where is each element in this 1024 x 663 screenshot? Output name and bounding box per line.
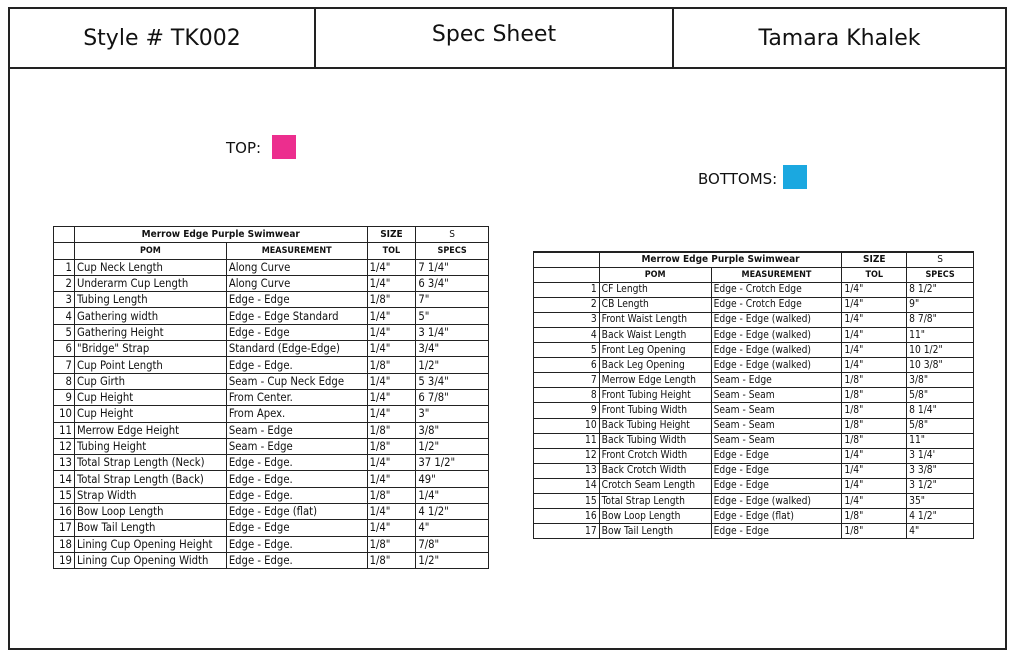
- measurement-cell: From Apex.: [226, 406, 367, 422]
- row-number: 3: [534, 312, 600, 327]
- specs-cell: 7 1/4": [416, 259, 489, 275]
- tol-cell: 1/8": [367, 422, 416, 438]
- table-row: [54, 292, 489, 308]
- row-number: 14: [534, 478, 600, 493]
- specs-cell: 4 1/2": [416, 504, 489, 520]
- row-number: 8: [54, 373, 75, 389]
- row-number: 12: [534, 448, 600, 463]
- measurement-cell: Seam - Seam: [711, 403, 842, 418]
- column-header-measurement: MEASUREMENT: [226, 243, 367, 259]
- pom-cell: Back Leg Opening: [599, 358, 711, 373]
- table-row: [534, 297, 974, 312]
- measurement-cell: Edge - Edge.: [226, 487, 367, 503]
- row-number: 11: [54, 422, 75, 438]
- specs-cell: 6 7/8": [416, 389, 489, 405]
- row-number: 13: [54, 455, 75, 471]
- row-number: 4: [54, 308, 75, 324]
- tol-cell: 1/4": [367, 373, 416, 389]
- row-number: 2: [54, 275, 75, 291]
- specs-cell: 4": [416, 520, 489, 536]
- table-row: [534, 373, 974, 388]
- pom-cell: Cup Point Length: [74, 357, 226, 373]
- measurement-cell: Seam - Edge: [711, 373, 842, 388]
- tol-cell: 1/4": [842, 297, 907, 312]
- tol-cell: 1/4": [367, 389, 416, 405]
- row-number: 14: [54, 471, 75, 487]
- table-row: [54, 406, 489, 422]
- measurement-cell: Edge - Edge: [226, 324, 367, 340]
- row-number: 13: [534, 463, 600, 478]
- table-row: [54, 341, 489, 357]
- pom-cell: Cup Girth: [74, 373, 226, 389]
- pom-cell: Merrow Edge Height: [74, 422, 226, 438]
- table-corner: [534, 252, 600, 267]
- size-label: SIZE: [367, 227, 416, 243]
- specs-cell: 35": [907, 494, 974, 509]
- specs-cell: 11": [907, 433, 974, 448]
- table-row: [54, 324, 489, 340]
- measurement-cell: Edge - Edge.: [226, 471, 367, 487]
- tol-cell: 1/4": [842, 494, 907, 509]
- measurement-cell: Standard (Edge-Edge): [226, 341, 367, 357]
- pom-cell: Gathering Height: [74, 324, 226, 340]
- designer-name: Tamara Khalek: [758, 25, 921, 51]
- column-header-tol: TOL: [367, 243, 416, 259]
- size-value: S: [416, 227, 489, 243]
- top-label: TOP:: [226, 139, 262, 157]
- column-header-specs: SPECS: [907, 267, 974, 282]
- row-number: 9: [534, 403, 600, 418]
- specs-cell: 8 1/4": [907, 403, 974, 418]
- bottoms-spec-table: [533, 251, 974, 539]
- pom-cell: Total Strap Length (Back): [74, 471, 226, 487]
- specs-cell: 1/2": [416, 552, 489, 568]
- tol-cell: 1/8": [367, 357, 416, 373]
- table-row: [54, 308, 489, 324]
- tol-cell: 1/4": [367, 324, 416, 340]
- measurement-cell: Edge - Edge (walked): [711, 343, 842, 358]
- column-header-pom: POM: [74, 243, 226, 259]
- table-row: [54, 455, 489, 471]
- table-row: [54, 552, 489, 568]
- table-row: [54, 520, 489, 536]
- tol-cell: 1/4": [842, 327, 907, 342]
- tol-cell: 1/4": [367, 455, 416, 471]
- measurement-cell: Edge - Edge (walked): [711, 312, 842, 327]
- tol-cell: 1/8": [842, 388, 907, 403]
- row-number: 9: [54, 389, 75, 405]
- tol-cell: 1/4": [367, 259, 416, 275]
- specs-cell: 37 1/2": [416, 455, 489, 471]
- row-number: 5: [54, 324, 75, 340]
- specs-cell: 6 3/4": [416, 275, 489, 291]
- row-number: 17: [54, 520, 75, 536]
- specs-cell: 10 3/8": [907, 358, 974, 373]
- tol-cell: 1/4": [842, 358, 907, 373]
- measurement-cell: From Center.: [226, 389, 367, 405]
- pom-cell: CB Length: [599, 297, 711, 312]
- measurement-cell: Edge - Crotch Edge: [711, 282, 842, 297]
- tol-cell: 1/4": [842, 448, 907, 463]
- table-row: [534, 463, 974, 478]
- table-row: [534, 478, 974, 493]
- table-row: [534, 403, 974, 418]
- specs-cell: 1/4": [416, 487, 489, 503]
- pom-cell: Tubing Height: [74, 438, 226, 454]
- row-number: 16: [534, 509, 600, 524]
- tol-cell: 1/4": [367, 471, 416, 487]
- measurement-cell: Seam - Cup Neck Edge: [226, 373, 367, 389]
- row-number: 1: [534, 282, 600, 297]
- specs-cell: 3/4": [416, 341, 489, 357]
- table-row: [534, 327, 974, 342]
- pom-cell: Back Crotch Width: [599, 463, 711, 478]
- specs-cell: 5 3/4": [416, 373, 489, 389]
- table-row: [534, 433, 974, 448]
- tol-cell: 1/8": [842, 418, 907, 433]
- pom-cell: Total Strap Length (Neck): [74, 455, 226, 471]
- table-row: [54, 438, 489, 454]
- pom-cell: Underarm Cup Length: [74, 275, 226, 291]
- tol-cell: 1/8": [842, 433, 907, 448]
- table-row: [534, 448, 974, 463]
- table-row: [534, 509, 974, 524]
- table-row: [54, 389, 489, 405]
- tol-cell: 1/8": [842, 509, 907, 524]
- row-number: 8: [534, 388, 600, 403]
- table-corner: [54, 243, 75, 259]
- row-number: 7: [534, 373, 600, 388]
- measurement-cell: Along Curve: [226, 259, 367, 275]
- measurement-cell: Along Curve: [226, 275, 367, 291]
- column-header-tol: TOL: [842, 267, 907, 282]
- specs-cell: 3 1/2": [907, 478, 974, 493]
- table-row: [54, 487, 489, 503]
- tol-cell: 1/8": [842, 524, 907, 539]
- measurement-cell: Edge - Edge.: [226, 536, 367, 552]
- table-corner: [54, 227, 75, 243]
- pom-cell: Strap Width: [74, 487, 226, 503]
- table-row: [534, 418, 974, 433]
- pom-cell: Front Tubing Height: [599, 388, 711, 403]
- tol-cell: 1/4": [367, 308, 416, 324]
- specs-cell: 9": [907, 297, 974, 312]
- specs-cell: 5": [416, 308, 489, 324]
- table-title: Merrow Edge Purple Swimwear: [74, 227, 367, 243]
- measurement-cell: Edge - Edge: [711, 478, 842, 493]
- specs-cell: 7/8": [416, 536, 489, 552]
- measurement-cell: Edge - Edge Standard: [226, 308, 367, 324]
- tol-cell: 1/8": [367, 292, 416, 308]
- specs-cell: 8 7/8": [907, 312, 974, 327]
- measurement-cell: Seam - Edge: [226, 438, 367, 454]
- bottoms-label: BOTTOMS:: [698, 170, 778, 188]
- measurement-cell: Edge - Edge.: [226, 552, 367, 568]
- column-header-specs: SPECS: [416, 243, 489, 259]
- specs-cell: 4 1/2": [907, 509, 974, 524]
- pom-cell: Bow Loop Length: [599, 509, 711, 524]
- top-color-swatch: [272, 135, 296, 159]
- row-number: 6: [534, 358, 600, 373]
- pom-cell: Bow Loop Length: [74, 504, 226, 520]
- table-row: [534, 343, 974, 358]
- pom-cell: Merrow Edge Length: [599, 373, 711, 388]
- tol-cell: 1/4": [367, 520, 416, 536]
- pom-cell: Back Waist Length: [599, 327, 711, 342]
- measurement-cell: Edge - Edge: [711, 463, 842, 478]
- table-row: [54, 471, 489, 487]
- tol-cell: 1/8": [367, 536, 416, 552]
- pom-cell: Bow Tail Length: [74, 520, 226, 536]
- pom-cell: Tubing Length: [74, 292, 226, 308]
- measurement-cell: Edge - Edge (walked): [711, 494, 842, 509]
- row-number: 10: [54, 406, 75, 422]
- specs-cell: 11": [907, 327, 974, 342]
- tol-cell: 1/4": [842, 463, 907, 478]
- specs-cell: 10 1/2": [907, 343, 974, 358]
- row-number: 4: [534, 327, 600, 342]
- table-row: [54, 275, 489, 291]
- row-number: 12: [54, 438, 75, 454]
- specs-cell: 1/2": [416, 357, 489, 373]
- specs-cell: 49": [416, 471, 489, 487]
- pom-cell: Crotch Seam Length: [599, 478, 711, 493]
- measurement-cell: Edge - Crotch Edge: [711, 297, 842, 312]
- row-number: 3: [54, 292, 75, 308]
- row-number: 18: [54, 536, 75, 552]
- specs-cell: 3/8": [907, 373, 974, 388]
- table-row: [534, 358, 974, 373]
- specs-cell: 7": [416, 292, 489, 308]
- pom-cell: Front Leg Opening: [599, 343, 711, 358]
- specs-cell: 5/8": [907, 418, 974, 433]
- table-row: [54, 259, 489, 275]
- tol-cell: 1/8": [367, 552, 416, 568]
- table-row: [534, 282, 974, 297]
- tol-cell: 1/4": [842, 343, 907, 358]
- pom-cell: "Bridge" Strap: [74, 341, 226, 357]
- measurement-cell: Edge - Edge (flat): [711, 509, 842, 524]
- row-number: 16: [54, 504, 75, 520]
- row-number: 17: [534, 524, 600, 539]
- row-number: 6: [54, 341, 75, 357]
- specs-cell: 5/8": [907, 388, 974, 403]
- specs-cell: 3 3/8": [907, 463, 974, 478]
- tol-cell: 1/8": [842, 373, 907, 388]
- tol-cell: 1/8": [367, 487, 416, 503]
- specs-cell: 4": [907, 524, 974, 539]
- row-number: 2: [534, 297, 600, 312]
- measurement-cell: Seam - Seam: [711, 433, 842, 448]
- tol-cell: 1/4": [842, 478, 907, 493]
- measurement-cell: Seam - Edge: [226, 422, 367, 438]
- pom-cell: Back Tubing Width: [599, 433, 711, 448]
- measurement-cell: Edge - Edge.: [226, 455, 367, 471]
- measurement-cell: Edge - Edge: [711, 524, 842, 539]
- specs-cell: 3/8": [416, 422, 489, 438]
- table-row: [534, 312, 974, 327]
- table-row: [54, 536, 489, 552]
- measurement-cell: Edge - Edge: [711, 448, 842, 463]
- measurement-cell: Edge - Edge: [226, 520, 367, 536]
- column-header-pom: POM: [599, 267, 711, 282]
- pom-cell: Front Waist Length: [599, 312, 711, 327]
- pom-cell: CF Length: [599, 282, 711, 297]
- header: [10, 9, 1005, 69]
- row-number: 15: [54, 487, 75, 503]
- row-number: 1: [54, 259, 75, 275]
- table-row: [534, 524, 974, 539]
- row-number: 15: [534, 494, 600, 509]
- pom-cell: Back Tubing Height: [599, 418, 711, 433]
- pom-cell: Lining Cup Opening Width: [74, 552, 226, 568]
- pom-cell: Cup Neck Length: [74, 259, 226, 275]
- row-number: 19: [54, 552, 75, 568]
- pom-cell: Front Tubing Width: [599, 403, 711, 418]
- size-value: S: [907, 252, 974, 267]
- tol-cell: 1/4": [842, 312, 907, 327]
- pom-cell: Front Crotch Width: [599, 448, 711, 463]
- page-title: Spec Sheet: [316, 9, 674, 67]
- measurement-cell: Edge - Edge: [226, 292, 367, 308]
- measurement-cell: Seam - Seam: [711, 388, 842, 403]
- measurement-cell: Edge - Edge (flat): [226, 504, 367, 520]
- tol-cell: 1/4": [367, 341, 416, 357]
- tol-cell: 1/4": [842, 282, 907, 297]
- table-row: [54, 422, 489, 438]
- row-number: 11: [534, 433, 600, 448]
- tol-cell: 1/8": [842, 403, 907, 418]
- bottoms-color-swatch: [783, 165, 807, 189]
- pom-cell: Bow Tail Length: [599, 524, 711, 539]
- table-row: [54, 357, 489, 373]
- table-row: [54, 373, 489, 389]
- table-row: [54, 504, 489, 520]
- row-number: 5: [534, 343, 600, 358]
- pom-cell: Lining Cup Opening Height: [74, 536, 226, 552]
- tol-cell: 1/4": [367, 275, 416, 291]
- size-label: SIZE: [842, 252, 907, 267]
- measurement-cell: Seam - Seam: [711, 418, 842, 433]
- style-number: Style # TK002: [10, 9, 316, 67]
- column-header-measurement: MEASUREMENT: [711, 267, 842, 282]
- pom-cell: Cup Height: [74, 406, 226, 422]
- tol-cell: 1/4": [367, 504, 416, 520]
- specs-cell: 1/2": [416, 438, 489, 454]
- pom-cell: Cup Height: [74, 389, 226, 405]
- table-title: Merrow Edge Purple Swimwear: [599, 252, 842, 267]
- specs-cell: 3 1/4": [416, 324, 489, 340]
- pom-cell: Gathering width: [74, 308, 226, 324]
- specs-cell: 3": [416, 406, 489, 422]
- top-spec-table: [53, 226, 489, 569]
- measurement-cell: Edge - Edge (walked): [711, 358, 842, 373]
- specs-cell: 8 1/2": [907, 282, 974, 297]
- table-row: [534, 494, 974, 509]
- specs-cell: 3 1/4': [907, 448, 974, 463]
- tol-cell: 1/4": [367, 406, 416, 422]
- table-row: [534, 388, 974, 403]
- pom-cell: Total Strap Length: [599, 494, 711, 509]
- table-corner: [534, 267, 600, 282]
- tol-cell: 1/8": [367, 438, 416, 454]
- row-number: 7: [54, 357, 75, 373]
- measurement-cell: Edge - Edge (walked): [711, 327, 842, 342]
- row-number: 10: [534, 418, 600, 433]
- measurement-cell: Edge - Edge.: [226, 357, 367, 373]
